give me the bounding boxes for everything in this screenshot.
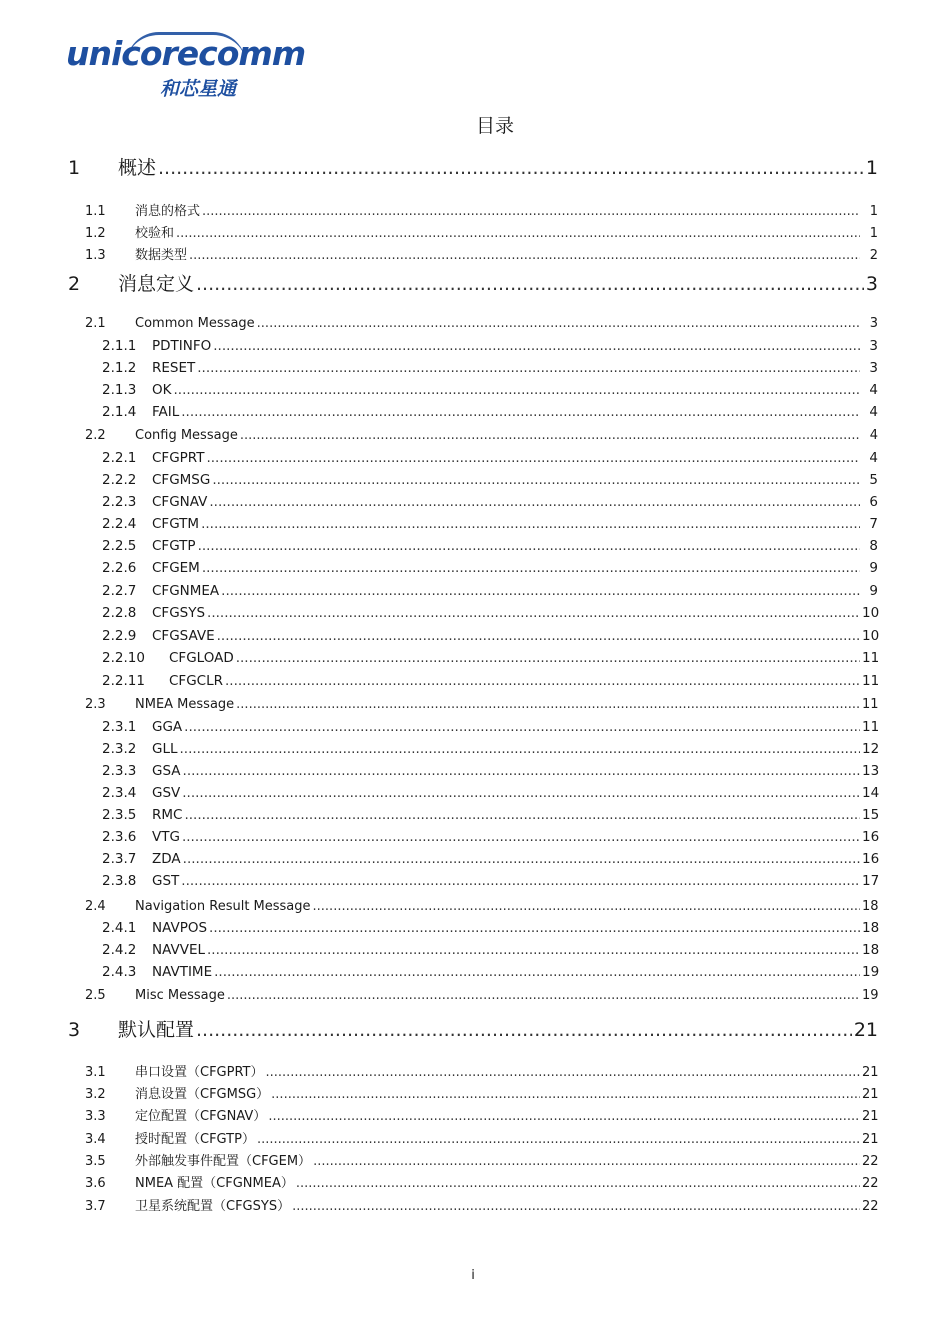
toc-entry-number: 2.2.6	[102, 560, 137, 576]
toc-entry-number: 2.2.9	[102, 628, 137, 644]
toc-leader-dots	[236, 650, 860, 666]
toc-leader-dots	[257, 1132, 860, 1147]
toc-entry-number: 2.3.3	[102, 763, 137, 779]
toc-entry-number: 2.2.2	[102, 472, 137, 488]
toc-entry-title: 默认配置	[118, 1019, 195, 1041]
toc-entry-number: 2.1.4	[102, 404, 137, 420]
toc-entry-number: 2.2.11	[102, 673, 145, 689]
toc-entry[interactable]	[102, 807, 878, 823]
toc-entry-page: 3	[869, 360, 878, 376]
toc-entry[interactable]	[85, 428, 878, 443]
toc-leader-dots	[173, 382, 860, 398]
toc-entry-title: OK	[152, 382, 172, 398]
toc-entry[interactable]	[102, 942, 878, 958]
toc-entry-page: 3	[869, 338, 878, 354]
toc-entry[interactable]	[85, 1105, 878, 1124]
toc-entry-title: FAIL	[152, 404, 180, 420]
toc-entry-title: RMC	[152, 807, 183, 823]
toc-entry-page: 6	[869, 494, 878, 510]
toc-entry-page: 10	[862, 628, 880, 644]
toc-leader-dots	[183, 851, 860, 867]
toc-entry-title: 消息定义	[118, 273, 195, 295]
toc-entry-title: CFGLOAD	[169, 650, 234, 666]
toc-entry-page: 3	[869, 316, 878, 331]
toc-entry-page: 11	[862, 673, 880, 689]
toc-leader-dots	[158, 157, 864, 179]
toc-leader-dots	[271, 1087, 860, 1102]
toc-entry[interactable]	[85, 1061, 878, 1080]
toc-entry-title: PDTINFO	[152, 338, 212, 354]
toc-entry-number: 2.1	[85, 316, 106, 331]
toc-leader-dots	[240, 428, 860, 443]
toc-leader-dots	[184, 807, 860, 823]
toc-entry[interactable]	[102, 516, 878, 532]
toc-leader-dots	[268, 1109, 860, 1124]
toc-entry-number: 2.4.2	[102, 942, 137, 958]
toc-entry-page: 14	[862, 785, 880, 801]
toc-leader-dots	[197, 360, 860, 376]
toc-leader-dots	[221, 583, 860, 599]
toc-entry-number: 2.3.6	[102, 829, 137, 845]
toc-leader-dots	[196, 1019, 852, 1041]
toc-entry-title: CFGTP	[152, 538, 196, 554]
toc-entry-title: CFGTM	[152, 516, 200, 532]
toc-entry-title: GSA	[152, 763, 181, 779]
toc-entry-page: 21	[862, 1132, 879, 1147]
toc-entry[interactable]	[102, 873, 878, 889]
toc-entry-page: 1	[869, 226, 878, 241]
toc-entry-page: 13	[862, 763, 880, 779]
toc-entry-page: 21	[862, 1065, 879, 1080]
toc-leader-dots	[184, 719, 860, 735]
toc-entry-page: 22	[862, 1154, 879, 1169]
toc-entry-title: 授时配置（CFGTP）	[135, 1132, 255, 1147]
toc-entry-title: 外部触发事件配置（CFGEM）	[135, 1154, 312, 1169]
toc-entry-page: 3	[865, 273, 878, 295]
toc-entry[interactable]	[102, 560, 878, 576]
toc-leader-dots	[313, 1154, 860, 1169]
toc-entry-page: 2	[869, 248, 878, 263]
toc-entry-title: CFGNMEA	[152, 583, 220, 599]
toc-entry-number: 2.4.3	[102, 964, 137, 980]
toc-entry-number: 3.3	[85, 1109, 106, 1124]
toc-entry[interactable]	[68, 1015, 878, 1042]
toc-entry[interactable]	[102, 583, 878, 599]
toc-entry[interactable]	[102, 450, 878, 466]
toc-entry-page: 16	[862, 829, 880, 845]
company-logo	[64, 32, 306, 102]
toc-entry[interactable]	[102, 719, 878, 735]
toc-entry[interactable]	[102, 851, 878, 867]
toc-entry-number: 2.3.7	[102, 851, 137, 867]
toc-leader-dots	[209, 920, 860, 936]
toc-entry-title: VTG	[152, 829, 180, 845]
toc-title: 目录	[475, 115, 514, 137]
toc-entry-title: NAVTIME	[152, 964, 213, 980]
toc-entry-title: GLL	[152, 741, 178, 757]
toc-entry-title: NAVVEL	[152, 942, 205, 958]
toc-entry-title: CFGMSG	[152, 472, 211, 488]
toc-leader-dots	[180, 741, 860, 757]
toc-entry-number: 2.2.4	[102, 516, 137, 532]
toc-entry[interactable]	[85, 1128, 878, 1147]
toc-entry-page: 19	[862, 964, 880, 980]
toc-entry-title: GST	[152, 873, 180, 889]
toc-entry[interactable]	[102, 605, 878, 621]
toc-entry[interactable]	[102, 628, 878, 644]
toc-leader-dots	[183, 763, 860, 779]
toc-leader-dots	[257, 316, 860, 331]
toc-entry-number: 2	[68, 273, 81, 295]
toc-entry[interactable]	[102, 829, 878, 845]
toc-entry-number: 2.3.2	[102, 741, 137, 757]
toc-entry[interactable]	[85, 1195, 878, 1214]
toc-entry[interactable]	[102, 673, 878, 689]
toc-entry-number: 3.2	[85, 1087, 106, 1102]
toc-leader-dots	[182, 829, 860, 845]
toc-leader-dots	[181, 404, 860, 420]
toc-entry-number: 2.2.1	[102, 450, 137, 466]
toc-leader-dots	[198, 538, 860, 554]
toc-entry[interactable]	[102, 920, 878, 936]
toc-entry-title: Navigation Result Message	[135, 899, 311, 914]
toc-entry-number: 2.3.8	[102, 873, 137, 889]
toc-entry-number: 3.1	[85, 1065, 106, 1080]
toc-entry-title: 概述	[118, 157, 157, 179]
toc-entry[interactable]	[85, 899, 878, 914]
toc-entry-number: 2.2.7	[102, 583, 137, 599]
toc-leader-dots	[225, 673, 860, 689]
toc-leader-dots	[207, 942, 860, 958]
toc-entry-number: 3.4	[85, 1132, 106, 1147]
toc-leader-dots	[202, 204, 860, 219]
toc-leader-dots	[202, 560, 860, 576]
logo-chinese-name: 和芯星通	[160, 78, 237, 100]
toc-entry-page: 9	[869, 583, 878, 599]
toc-entry-page: 4	[869, 428, 878, 443]
toc-entry-title: NMEA 配置（CFGNMEA）	[135, 1176, 294, 1191]
toc-entry[interactable]	[68, 269, 878, 296]
toc-entry-page: 19	[862, 988, 879, 1003]
toc-entry-page: 21	[862, 1109, 879, 1124]
toc-entry[interactable]	[85, 200, 878, 219]
toc-entry-page: 11	[862, 719, 880, 735]
toc-entry-title: Common Message	[135, 316, 255, 331]
toc-entry-page: 18	[862, 942, 880, 958]
toc-entry-page: 9	[869, 560, 878, 576]
toc-leader-dots	[236, 697, 860, 712]
toc-entry-page: 12	[862, 741, 880, 757]
toc-entry-page: 15	[862, 807, 880, 823]
toc-entry-page: 22	[862, 1176, 879, 1191]
toc-entry-title: CFGCLR	[169, 673, 223, 689]
toc-entry-number: 1.2	[85, 226, 106, 241]
toc-entry-number: 2.2.10	[102, 650, 145, 666]
toc-entry[interactable]	[85, 697, 878, 712]
toc-leader-dots	[189, 248, 860, 263]
toc-entry-title: CFGPRT	[152, 450, 205, 466]
toc-entry-title: CFGNAV	[152, 494, 208, 510]
toc-entry-number: 2.2.5	[102, 538, 137, 554]
toc-entry-number: 2.4.1	[102, 920, 137, 936]
toc-entry[interactable]	[85, 1172, 878, 1191]
toc-entry-page: 1	[865, 157, 878, 179]
toc-entry-number: 2.2	[85, 428, 106, 443]
toc-entry-page: 10	[862, 605, 880, 621]
toc-entry[interactable]	[85, 1150, 878, 1169]
toc-entry-page: 11	[862, 650, 880, 666]
toc-entry-number: 2.3	[85, 697, 106, 712]
toc-entry-number: 1	[68, 157, 81, 179]
toc-entry-page: 21	[853, 1019, 878, 1041]
toc-leader-dots	[266, 1065, 861, 1080]
toc-entry-title: 消息的格式	[135, 204, 201, 219]
toc-entry[interactable]	[102, 494, 878, 510]
toc-entry-number: 2.1.1	[102, 338, 137, 354]
toc-entry-title: GGA	[152, 719, 183, 735]
toc-entry[interactable]	[102, 964, 878, 980]
toc-entry[interactable]	[102, 404, 878, 420]
toc-entry-page: 18	[862, 920, 880, 936]
toc-entry-title: 卫星系统配置（CFGSYS）	[135, 1199, 291, 1214]
toc-entry-page: 5	[869, 472, 878, 488]
toc-entry[interactable]	[85, 988, 878, 1003]
toc-entry[interactable]	[85, 244, 878, 263]
toc-leader-dots	[207, 605, 860, 621]
toc-entry-number: 3.6	[85, 1176, 106, 1191]
toc-entry-page: 4	[869, 404, 878, 420]
toc-entry[interactable]	[102, 338, 878, 354]
toc-leader-dots	[206, 450, 860, 466]
toc-entry-title: Misc Message	[135, 988, 225, 1003]
toc-leader-dots	[181, 873, 860, 889]
toc-entry-number: 2.3.4	[102, 785, 137, 801]
toc-entry-title: NAVPOS	[152, 920, 208, 936]
toc-entry-page: 22	[862, 1199, 879, 1214]
toc-entry-number: 2.2.3	[102, 494, 137, 510]
toc-leader-dots	[212, 472, 860, 488]
toc-entry-number: 2.3.5	[102, 807, 137, 823]
toc-entry-page: 1	[869, 204, 878, 219]
toc-entry[interactable]	[102, 538, 878, 554]
toc-entry-title: 数据类型	[135, 248, 188, 263]
toc-entry-title: CFGEM	[152, 560, 200, 576]
toc-entry-page: 11	[862, 697, 879, 712]
toc-entry[interactable]	[102, 360, 878, 376]
toc-entry-number: 2.1.2	[102, 360, 137, 376]
toc-entry[interactable]	[102, 785, 878, 801]
toc-entry[interactable]	[85, 1083, 878, 1102]
toc-entry-number: 3.7	[85, 1199, 106, 1214]
toc-entry-page: 16	[862, 851, 880, 867]
toc-leader-dots	[209, 494, 860, 510]
toc-entry-number: 2.1.3	[102, 382, 137, 398]
toc-leader-dots	[227, 988, 860, 1003]
toc-entry-title: ZDA	[152, 851, 181, 867]
toc-entry[interactable]	[102, 472, 878, 488]
toc-entry[interactable]	[102, 741, 878, 757]
toc-leader-dots	[217, 628, 860, 644]
toc-entry-page: 21	[862, 1087, 879, 1102]
toc-leader-dots	[214, 964, 860, 980]
toc-entry-page: 17	[862, 873, 880, 889]
toc-leader-dots	[213, 338, 860, 354]
toc-entry[interactable]	[102, 763, 878, 779]
toc-entry-title: 消息设置（CFGMSG）	[135, 1087, 270, 1102]
toc-entry-number: 2.3.1	[102, 719, 137, 735]
toc-leader-dots	[196, 273, 864, 295]
toc-entry-title: NMEA Message	[135, 697, 235, 712]
toc-entry-page: 4	[869, 382, 878, 398]
toc-entry-page: 18	[862, 899, 879, 914]
toc-leader-dots	[201, 516, 860, 532]
toc-entry-number: 1.1	[85, 204, 106, 219]
toc-entry-number: 2.4	[85, 899, 106, 914]
toc-leader-dots	[296, 1176, 860, 1191]
toc-entry-page: 7	[869, 516, 878, 532]
page-number: i	[471, 1268, 475, 1283]
toc-entry-page: 4	[869, 450, 878, 466]
toc-leader-dots	[176, 226, 860, 241]
toc-entry-title: CFGSYS	[152, 605, 206, 621]
toc-entry-number: 3.5	[85, 1154, 106, 1169]
toc-entry[interactable]	[85, 222, 878, 241]
toc-leader-dots	[182, 785, 860, 801]
toc-entry-title: 校验和	[135, 226, 175, 241]
toc-entry[interactable]	[68, 153, 878, 180]
toc-leader-dots	[292, 1199, 860, 1214]
toc-entry[interactable]	[85, 316, 878, 331]
toc-entry-title: RESET	[152, 360, 196, 376]
toc-entry-title: CFGSAVE	[152, 628, 215, 644]
toc-entry-number: 2.5	[85, 988, 106, 1003]
toc-entry-title: 串口设置（CFGPRT）	[135, 1065, 264, 1080]
toc-entry-title: 定位配置（CFGNAV）	[135, 1109, 267, 1124]
toc-entry-title: Config Message	[135, 428, 238, 443]
toc-entry[interactable]	[102, 650, 878, 666]
logo-wordmark: unicorecomm	[66, 34, 306, 73]
toc-entry-number: 1.3	[85, 248, 106, 263]
toc-entry[interactable]	[102, 382, 878, 398]
toc-entry-title: GSV	[152, 785, 181, 801]
toc-leader-dots	[313, 899, 860, 914]
toc-entry-number: 2.2.8	[102, 605, 137, 621]
toc-entry-number: 3	[68, 1019, 81, 1041]
toc-entry-page: 8	[869, 538, 878, 554]
